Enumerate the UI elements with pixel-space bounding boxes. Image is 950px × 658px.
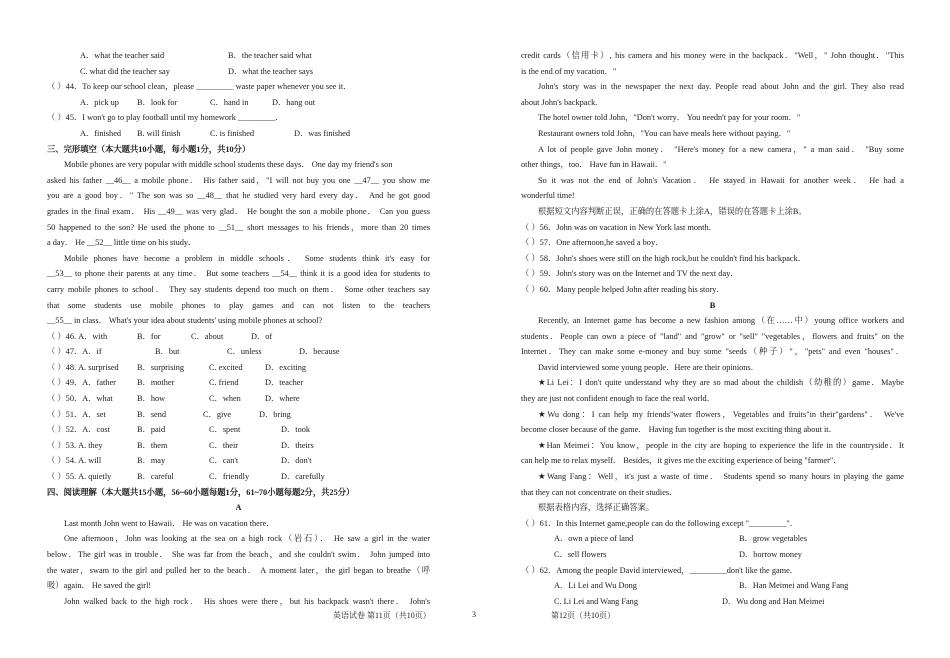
question-62: （ ）62．Among the people David interviewed，_________don't like the game． — [521, 565, 799, 575]
footer-right: 第12页（共10页） — [551, 611, 615, 620]
q46-options: （ ）46. A．with B．for C．about D．of — [47, 331, 273, 341]
question-60: （ ）60．Many people helped John after reading his story． — [521, 284, 725, 294]
option-d: D．what the teacher says — [228, 66, 314, 76]
q53-options: （ ）53. A. they B．them C．their D．theirs — [47, 440, 314, 450]
question-57: （ ）57．One afternoon,he saved a boy． — [521, 238, 664, 248]
section-4-heading: 四、阅读理解（本大题共15小题，56~60小题每题1分，61~70小题每题2分，共25分） — [47, 487, 355, 497]
q44-options: A．pick up B．look for C．hand in D．hang out — [80, 97, 316, 107]
q62-options-row1: A．Li Lei and Wu Dong B．Han Meimei and Wang Fang — [554, 581, 849, 591]
option-a: A．what the teacher said — [80, 51, 165, 60]
option-b: B．the teacher said what — [228, 51, 312, 60]
q50-options: （ ）50．A．what B．how C．when D．where — [47, 394, 300, 404]
question-44: （ ）44．To keep our school clean，please _________ waste paper whenever you see it． — [47, 82, 352, 92]
q43-options-row2 — [47, 64, 430, 80]
question-61: （ ）61．In this Internet game,people can do the following except "_________"． — [521, 518, 799, 528]
question-56: （ ）56．John was on vacation in New York last month． — [521, 222, 717, 232]
passage-b: Recently, an Internet game has become a new fashion among（在……中）young office workers and students．People can own a piece of "land" and "grow" or "sell" "vegetables，flowers and fruits" on the Internet．They can make some e-money and buy some "seeds（种子）"，"pets" and even "houses"． David interviewed some young people．Here are their opinions． ★Li Lei：I don't quite understand why they are so mad about the childish（幼稚的）game．Maybe they are just not confident enough to face the real world． ★Wu dong：I can help my friends"water flowers，Vegetables and fruits"in their"gardens"． We've become closer because of the game． Having fun together is the most exciting thing about it． ★Han Meimei：You know，people in the city are hoping to experience the life in the countryside．It can help me to relax myself． Besides，it gives me the exciting experience of being "farmer"． ★Wang Fang：Well，it's just a waste of time． Students spend so many hours in playing the game that they can not concentrate on their studies． 根据表格内容，选择正确答案。 — [521, 316, 904, 513]
option-c: C. what did the teacher say — [80, 66, 170, 76]
right-column — [521, 48, 904, 609]
q52-options: （ ）52．A．cost B．paid C．spent D．took — [47, 425, 311, 435]
passage-a-title: A — [235, 503, 242, 513]
left-column — [47, 48, 430, 609]
passage-a-continued: credit cards（信用卡）, his camera and his money were in the backpack．"Well，" John thought．"This is the end of my vacation．" John's story was in the newspaper the next day. People read about John and the girl. They also read about John's backpack. The hotel owner told John，"Don't worry． You needn't pay for your room．" Restaurant owners told John，"You can have meals here without paying．" A lot of people gave John money． "Here's money for a new camera，" a man said． "Buy some other things，too． Have fun in Hawaii．" So it was not the end of John's Vacation． He stayed in Hawaii for another week． He had a wonderful time! 根据短文内容判断正误，正确的在答题卡上涂A，错误的在答题卡上涂B。 — [521, 48, 904, 220]
q49-options: （ ）49．A．father B．mother C. friend D．teacher — [47, 378, 304, 388]
q45-options: A．finished B. will finish C. is finished D．was finished — [80, 128, 350, 138]
footer-page-number: 3 — [472, 610, 476, 619]
passage-a: Last month John went to Hawaii． He was on vacation there． One afternoon，John was looking at the sea on a high rock（岩石）． He saw a girl in the water below．The girl was in trouble． She was far from the beach，and she couldn't swim． John jumped into the water，swam to the girl and pulled her to the beach． A moment later，the girl began to breathe（呼 吸）again． He saved the girl! John walked back to the high rock． His shoes were there，but his backpack wasn't there． John's — [47, 518, 430, 606]
q62-options-row2: C. Li Lei and Wang Fang D．Wu dong and Han Meimei — [554, 596, 825, 606]
q47-options: （ ）47．A．if B．but C．unless D．because — [47, 347, 340, 357]
tf-instruction: 根据短文内容判断正误，正确的在答题卡上涂A，错误的在答题卡上涂B。 — [538, 206, 807, 216]
footer-left: 英语试卷 第11页（共10页） — [333, 611, 431, 620]
q61-options-row1: A．own a piece of land B．grow vegetables — [554, 534, 807, 544]
q55-options: （ ）55. A. quietly B．careful C．friendly D．carefully — [47, 472, 325, 482]
q61-options-row2: C．sell flowers D．borrow money — [554, 550, 802, 559]
question-59: （ ）59．John's story was on the Internet and TV the next day． — [521, 269, 739, 279]
section-3-heading: 三、完形填空（本大题共10小题，每小题1分，共10分） — [47, 144, 251, 154]
q48-options: （ ）48. A. surprised B．surprising C. excited D．exciting — [47, 362, 307, 372]
q51-options: （ ）51．A．set B．send C．give D．bring — [47, 409, 291, 419]
question-58: （ ）58．John's shoes were still on the high rock,but he couldn't find his backpack． — [521, 253, 807, 263]
passage-b-title: B — [709, 300, 716, 310]
cloze-options — [47, 329, 430, 485]
true-false-questions — [521, 220, 904, 298]
cloze-passage: Mobile phones are very popular with middle school students these days． One day my friend's son asked his father __46__ a mobile phone． His father said，"I will not buy you one __47__ you show me you are a good boy．" The son was so __48__ that he studied very hard every day． And he got good grades in the final exam． His __49__ was very glad． He bought the son a mobile phone． Can you guess 50 happened to the son? He used the phone to __51__ short messages to his friends，more than 20 times a day． He __52__ little time on his study． Mobile phones have become a problem in middle schools． Some students think it's easy for __53__ to phone their parents at any time． But some teachers __54__ think it is a good idea for students to carry mobile phones to school． They say students depend too much on them． Some other teachers say that some students use mobile phones to play games and can not listen to the teachers __55__ in class． What's your idea about students' using mobile phones at school? — [47, 160, 430, 326]
q54-options: （ ）54. A. will B．may C．can't D．don't — [47, 456, 312, 466]
question-45: （ ）45．I won't go to play football until my homework _________． — [47, 113, 284, 123]
q43-options-row1 — [47, 48, 430, 64]
